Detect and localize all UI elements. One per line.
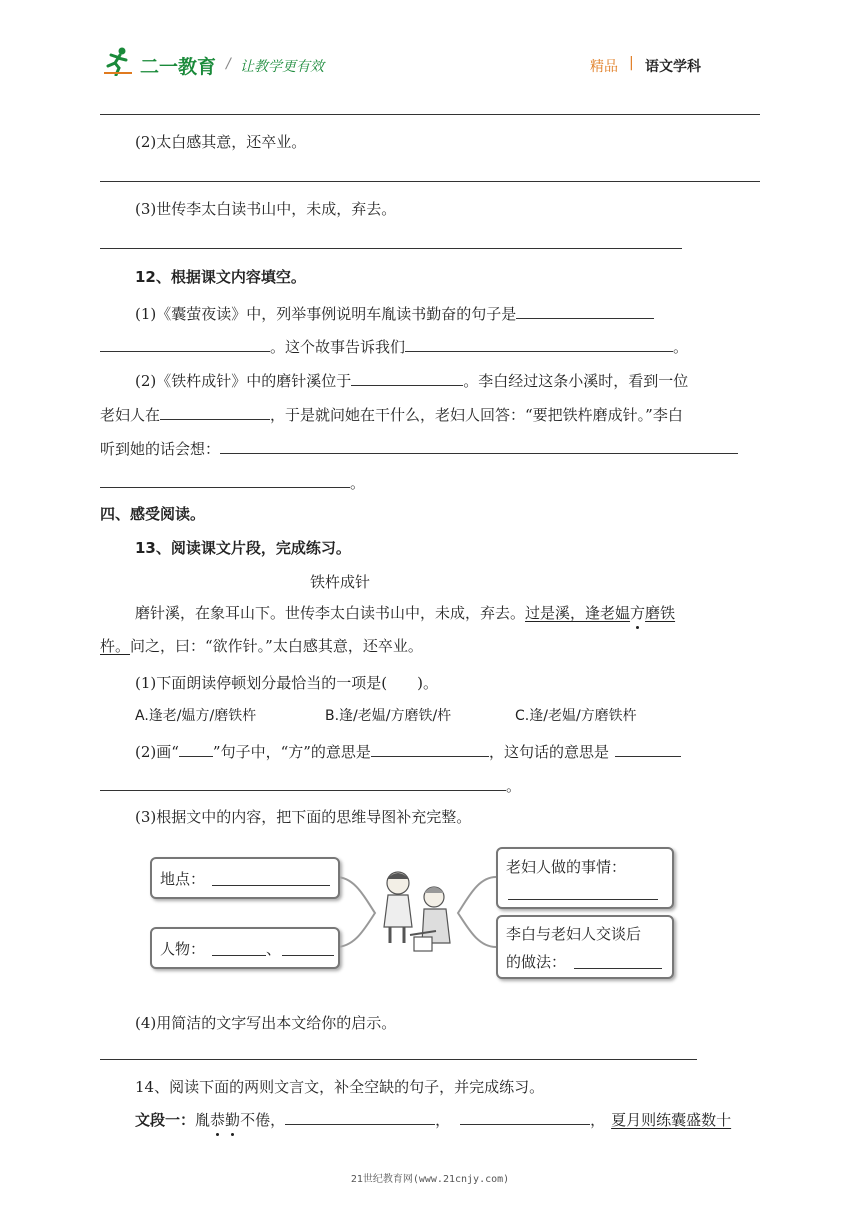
fill-blank[interactable]	[460, 1108, 590, 1125]
passage-label: 文段一：	[135, 1111, 196, 1129]
fill-blank[interactable]	[100, 471, 350, 488]
passage-text: 过是溪，逢老媪	[525, 604, 631, 622]
answer-line	[100, 181, 760, 182]
mind-map	[140, 843, 680, 983]
fill-blank[interactable]	[574, 952, 662, 969]
runner-logo-icon	[104, 46, 134, 76]
header	[0, 0, 860, 90]
place-box	[150, 857, 340, 899]
q13-text: 。	[506, 777, 522, 795]
fill-blank[interactable]	[371, 740, 489, 757]
underlined-sentence: 杵。	[100, 637, 131, 655]
fill-blank[interactable]	[282, 939, 334, 956]
footer-text: 21世纪教育网(www.21cnjy.com)	[350, 1174, 510, 1185]
q12-title: 12、根据课文内容填空。	[135, 268, 306, 286]
q13-sub-1: (1)下面朗读停顿划分最恰当的一项是( )。	[135, 674, 438, 692]
q12-line-1	[135, 302, 654, 324]
q12-text: (2)《铁杵成针》中的磨针溪位于	[135, 372, 352, 390]
emphasis-char: 勤	[225, 1111, 241, 1129]
q13-text: ，这句话的意思是	[488, 743, 609, 761]
passage-line-1	[135, 603, 675, 623]
fill-blank[interactable]	[160, 403, 270, 420]
passage-text: 磨铁	[645, 604, 676, 622]
slogan: 让教学更有效	[240, 59, 324, 75]
q12-line-4	[100, 403, 683, 425]
after-talk-label-2: 的做法：	[506, 953, 567, 971]
fill-blank[interactable]	[615, 740, 681, 757]
q13-title: 13、阅读课文片段，完成练习。	[135, 539, 351, 557]
brand-name: 二一教育	[140, 56, 217, 78]
q13-sub-2-cont	[100, 774, 521, 796]
q12-text: (1)《囊萤夜读》中，列举事例说明车胤读书勤奋的句子是	[135, 305, 517, 323]
fill-blank[interactable]	[508, 883, 658, 900]
q12-text: 听到她的话会想：	[100, 440, 221, 458]
passage-line-2	[100, 636, 423, 656]
q12-line-5	[100, 437, 738, 459]
q12-text: 。	[350, 474, 366, 492]
q14-line-1	[135, 1108, 731, 1130]
fill-blank[interactable]	[179, 740, 213, 757]
li-bai-and-old-woman-illustration	[376, 865, 460, 961]
old-woman-label: 老妇人做的事情：	[506, 858, 627, 876]
underlined-sentence: 夏月则练囊盛数十	[611, 1111, 732, 1129]
q12-text: 。李白经过这条小溪时，看到一位	[463, 372, 689, 390]
people-label: 人物：	[160, 940, 206, 958]
q11-item-3: (3)世传李太白读书山中，未成，弃去。	[135, 200, 397, 218]
fill-blank[interactable]	[100, 335, 270, 352]
passage-text: 不倦，	[240, 1111, 286, 1129]
people-box	[150, 927, 340, 969]
after-talk-box	[496, 915, 674, 979]
passage-text: ，	[435, 1111, 451, 1129]
option-c[interactable]: C.逢/老媪/方磨铁杵	[515, 708, 637, 724]
q13-sub-3: (3)根据文中的内容，把下面的思维导图补充完整。	[135, 808, 472, 826]
q12-text: 老妇人在	[100, 406, 161, 424]
after-talk-label-1: 李白与老妇人交谈后	[506, 925, 642, 943]
q12-text: ，于是就问她在干什么，老妇人回答：“要把铁杵磨成针。”李白	[270, 406, 683, 424]
slogan-separator: /	[226, 56, 231, 72]
q12-text: 。这个故事告诉我们	[270, 338, 406, 356]
passage-title: 铁杵成针	[310, 573, 371, 591]
fill-blank[interactable]	[220, 437, 738, 454]
q11-item-2: (2)太白感其意，还卒业。	[135, 133, 307, 151]
fill-blank[interactable]	[516, 302, 654, 319]
section-4-title: 四、感受阅读。	[100, 505, 206, 523]
q12-line-6	[100, 471, 365, 493]
people-separator: 、	[266, 940, 282, 958]
passage-text: 胤	[195, 1111, 211, 1129]
answer-line	[100, 1059, 697, 1060]
q12-line-3	[135, 369, 688, 391]
fill-blank[interactable]	[212, 869, 330, 886]
fill-blank[interactable]	[405, 335, 673, 352]
emphasis-char: 方	[630, 604, 646, 622]
fill-blank[interactable]	[351, 369, 463, 386]
option-a[interactable]: A.逢老/媪方/磨铁杵	[135, 708, 257, 724]
q14-title: 14、阅读下面的两则文言文，补全空缺的句子，并完成练习。	[135, 1078, 545, 1096]
old-woman-box	[496, 847, 674, 909]
fill-blank[interactable]	[212, 939, 266, 956]
emphasis-char: 恭	[210, 1111, 226, 1129]
q13-text: (2)画“	[135, 743, 179, 761]
q13-text: ”句子中，“方”的意思是	[212, 743, 371, 761]
underlined-sentence	[525, 604, 675, 622]
q13-sub-2	[135, 740, 681, 762]
option-b[interactable]: B.逢/老媪/方磨铁/杵	[325, 708, 452, 724]
answer-line	[100, 114, 760, 115]
fill-blank[interactable]	[100, 774, 506, 791]
passage-text: 磨针溪，在象耳山下。世传李太白读书山中，未成，弃去。	[135, 604, 526, 622]
tag-divider: |	[629, 55, 634, 71]
q12-text: 。	[673, 338, 689, 356]
q13-sub-4: (4)用简洁的文字写出本文给你的启示。	[135, 1014, 397, 1032]
passage-text: 问之，曰：“欲作针。”太白感其意，还卒业。	[130, 637, 423, 655]
fill-blank[interactable]	[285, 1108, 435, 1125]
place-label: 地点：	[160, 870, 206, 888]
quality-tag: 精品	[590, 59, 618, 75]
passage-text: ，	[590, 1111, 606, 1129]
q12-line-2	[100, 335, 688, 357]
answer-line	[100, 248, 682, 249]
subject-tag: 语文学科	[645, 59, 701, 75]
